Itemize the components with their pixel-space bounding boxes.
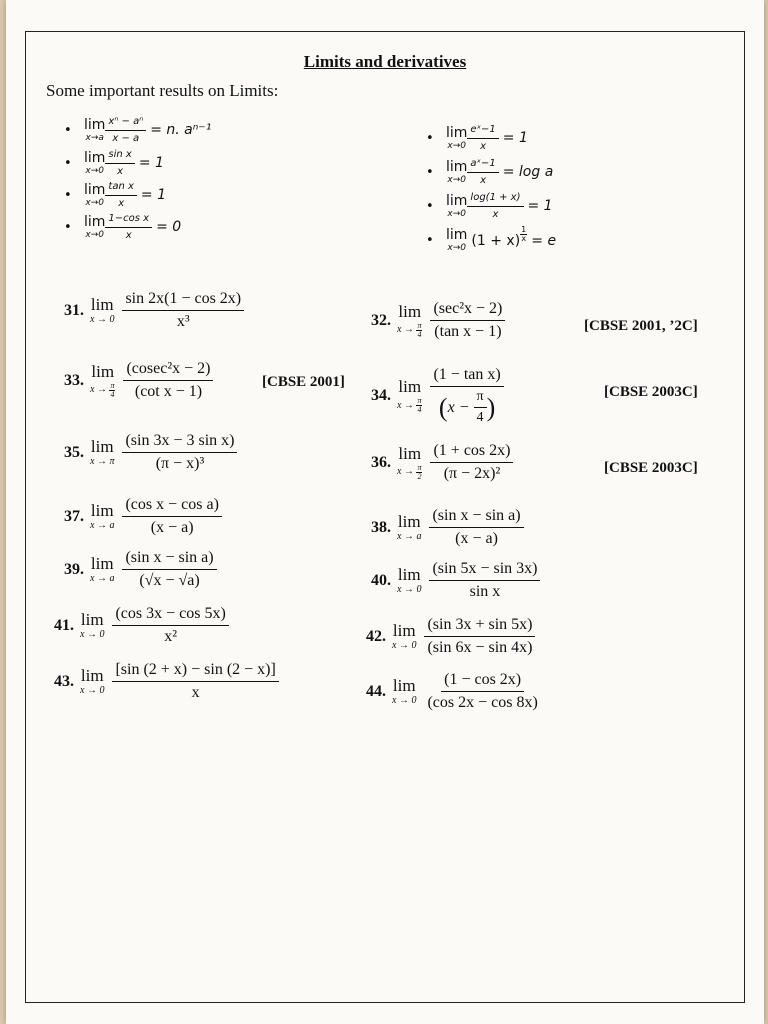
problem-44: 44. lim x → 0 $\frac{(1 - \cos 2x)}{(\cos 2x - \cos 8x)}$ — [366, 671, 541, 713]
fraction: $\frac{\text{sin x}}{x}$ — [105, 149, 134, 177]
formula-item: • lim x→0 (1 + x) $\frac{1}{x}$ = e — [426, 225, 557, 253]
problem-39: 39. lim x → a $\frac{\text{(sin x − sin a)}}{(√x - √a)}$ — [64, 549, 217, 591]
exponent-fraction: $\frac{1}{x}$ — [521, 225, 527, 243]
formula-item: • lim x→0 $\frac{\text{aˣ−1}}{x}$ = log a — [426, 158, 554, 186]
formula-item: • lim x→0 $\frac{\text{sin x}}{x}$ = 1 — [64, 149, 164, 177]
limit-operator: lim x → 0 — [90, 295, 115, 326]
problem-43: 43. lim x → 0 $\frac{[\sin (2 + x) - \sin (2 - x)]}{x}$ — [54, 661, 279, 703]
limit-operator: lim x→0 — [446, 124, 468, 151]
fraction: (1 − tan x) ( x − $\frac{\pi}{4}$ ) — [430, 366, 503, 427]
problem-34-reference: [CBSE 2003C] — [604, 384, 698, 400]
problem-36: 36. lim x → π 2 $\frac{(1 + \cos 2x)}{\text{(π − 2x)²}}$ — [371, 442, 513, 484]
page-title: Limits and derivatives — [303, 52, 467, 71]
fraction: $\frac{(1 + \cos 2x)}{\text{(π − 2x)²}}$ — [430, 442, 513, 484]
limit-operator: lim x → 0 — [392, 676, 417, 707]
problem-32-reference: [CBSE 2001, ’2C] — [584, 318, 698, 334]
limit-operator: lim x → 0 — [80, 666, 105, 697]
fraction: $\frac{\text{(sin x − sin a)}}{(√x - √a)}$ — [122, 549, 216, 591]
problem-33: 33. lim x → π 4 $\frac{\text{(cosec²x − 2)}}{\text{(cot x − 1)}}$ — [64, 360, 213, 402]
fraction: $\frac{\log(1 + x)}{x}$ — [467, 192, 523, 220]
fraction: $\frac{\text{eˣ−1}}{x}$ — [467, 124, 498, 152]
fraction: $\frac{\sin 2x(1 - \cos 2x)}{\text{x³}}$ — [122, 290, 244, 332]
fraction: $\frac{\text{tan x}}{x}$ — [105, 181, 136, 209]
problem-36-reference: [CBSE 2003C] — [604, 460, 698, 476]
fraction: $\frac{(\cos 3x - \cos 5x)}{\text{x²}}$ — [112, 605, 228, 647]
fraction: $\frac{\text{1−cos x}}{x}$ — [105, 213, 152, 241]
limit-operator: lim x→0 — [84, 181, 106, 208]
problem-41: 41. lim x → 0 $\frac{(\cos 3x - \cos 5x)}{\text{x²}}$ — [54, 605, 229, 647]
fraction: $\frac{\text{(cosec²x − 2)}}{\text{(cot x − 1)}}$ — [123, 360, 213, 402]
bullet-icon: • — [64, 187, 72, 203]
limit-operator: lim x → a — [90, 554, 115, 585]
limit-operator: lim x → π — [90, 437, 115, 468]
limit-operator: lim x → a — [397, 512, 422, 543]
bullet-icon: • — [64, 155, 72, 171]
problem-34: 34. lim x → π 4 (1 − tan x) ( x − $\frac{\pi}{4}$ ) — [371, 366, 504, 427]
pi-fraction: $\frac{\pi}{4}$ — [474, 389, 487, 426]
bullet-icon: • — [426, 164, 434, 180]
problem-42: 42. lim x → 0 $\frac{(\sin 3x + \sin 5x)}{(\sin 6x - \sin 4x)}$ — [366, 616, 535, 658]
limit-operator: lim x→0 — [84, 213, 106, 240]
problem-37: 37. lim x → a $\frac{\text{(cos x − cos a)}}{(x - a)}$ — [64, 496, 222, 538]
fraction: $\frac{[\sin (2 + x) - \sin (2 - x)]}{x}$ — [112, 661, 278, 703]
problem-38: 38. lim x → a $\frac{\text{(sin x − sin a)}}{(x - a)}$ — [371, 507, 524, 549]
fraction: $\frac{(\sin 3x + \sin 5x)}{(\sin 6x - \sin 4x)}$ — [424, 616, 535, 658]
problem-35: 35. lim x → π $\frac{\text{(sin 3x − 3 sin x)}}{\text{(π − x)³}}$ — [64, 432, 237, 474]
bullet-icon: • — [426, 130, 434, 146]
bullet-icon: • — [426, 233, 434, 248]
formula-item: • lim x→0 $\frac{\log(1 + x)}{x}$ = 1 — [426, 192, 553, 220]
bullet-icon: • — [64, 219, 72, 235]
page-border — [25, 31, 745, 1003]
fraction: $\frac{(\sin 5x - \sin 3x)}{\text{sin x}}$ — [429, 560, 540, 602]
limit-operator: lim x→0 — [446, 227, 468, 253]
fraction: $\frac{\text{(sec²x − 2)}}{\text{(tan x − 1)}}$ — [430, 300, 505, 342]
bullet-icon: • — [426, 198, 434, 214]
limit-operator: lim x → 0 — [397, 565, 422, 596]
pi-fraction: π 4 — [417, 396, 422, 415]
fraction: $\frac{\text{(sin 3x − 3 sin x)}}{\text{(π − x)³}}$ — [122, 432, 237, 474]
fraction: $\frac{\text{xⁿ − aⁿ}}{x - a}$ — [105, 116, 146, 144]
formula-item: • lim x→a $\frac{\text{xⁿ − aⁿ}}{x - a}$ = n. aⁿ⁻¹ — [64, 116, 212, 144]
limit-operator: lim x→a — [84, 116, 106, 143]
problem-32: 32. lim x → π 4 $\frac{\text{(sec²x − 2)}}{\text{(tan x − 1)}}$ — [371, 300, 505, 342]
limit-operator: lim x → π 2 — [397, 443, 422, 481]
limit-operator: lim x → a — [90, 501, 115, 532]
formula-item: • lim x→0 $\frac{\text{tan x}}{x}$ = 1 — [64, 181, 166, 209]
limit-operator: lim x→0 — [446, 158, 468, 185]
fraction: $\frac{\text{(sin x − sin a)}}{(x - a)}$ — [429, 507, 523, 549]
bullet-icon: • — [64, 122, 72, 138]
pi-fraction: π 4 — [417, 320, 422, 339]
limit-operator: lim x → 0 — [392, 621, 417, 652]
limit-operator: lim x → π 4 — [90, 361, 115, 399]
limit-operator: lim x → π 4 — [397, 301, 422, 339]
pi-fraction: π 2 — [417, 462, 422, 481]
limit-operator: lim x → π 4 — [397, 377, 422, 415]
fraction: $\frac{(1 - \cos 2x)}{(\cos 2x - \cos 8x)}$ — [427, 671, 538, 712]
paper-sheet — [6, 0, 764, 1024]
problem-40: 40. lim x → 0 $\frac{(\sin 5x - \sin 3x)}{\text{sin x}}$ — [371, 560, 540, 602]
formula-item: • lim x→0 $\frac{\text{1−cos x}}{x}$ = 0 — [64, 213, 182, 241]
limit-operator: lim x → 0 — [80, 610, 105, 641]
problem-33-reference: [CBSE 2001] — [262, 374, 345, 390]
formula-item: • lim x→0 $\frac{\text{eˣ−1}}{x}$ = 1 — [426, 124, 528, 152]
fraction: $\frac{\text{(cos x − cos a)}}{(x - a)}$ — [122, 496, 221, 538]
pi-fraction: π 4 — [110, 380, 115, 399]
limit-operator: lim x→0 — [446, 192, 468, 219]
fraction: $\frac{\text{aˣ−1}}{x}$ — [467, 158, 498, 186]
problem-31: 31. lim x → 0 $\frac{\sin 2x(1 - \cos 2x)}{\text{x³}}$ — [64, 290, 244, 332]
limit-operator: lim x→0 — [84, 149, 106, 176]
intro-text: Some important results on Limits: — [46, 81, 279, 100]
